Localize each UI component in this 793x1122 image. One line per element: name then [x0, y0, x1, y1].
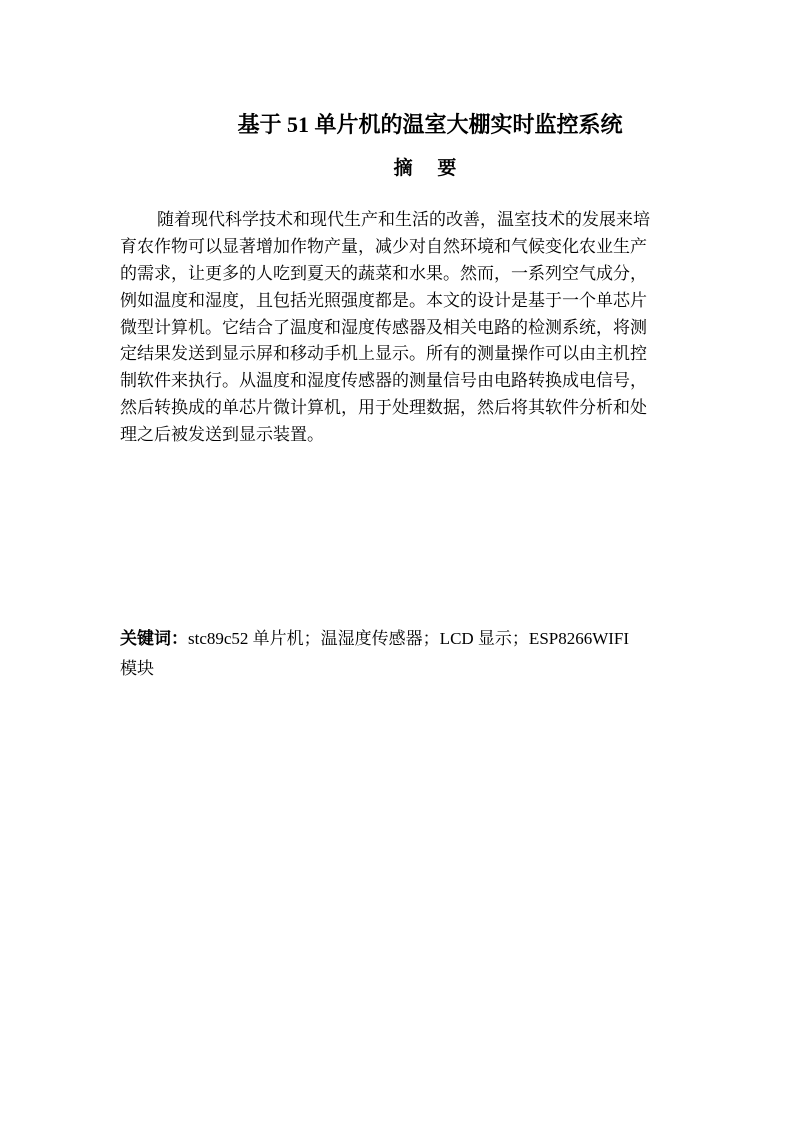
keywords-line: [120, 624, 700, 654]
abstract-line: 随着现代科学技术和现代生产和生活的改善，温室技术的发展来培: [157, 210, 650, 229]
keywords-label: 关键词：: [120, 629, 188, 648]
keywords-line: 模块: [120, 659, 154, 678]
abstract-line: 例如温度和湿度，且包括光照强度都是。本文的设计是基于一个单芯片: [120, 290, 647, 310]
abstract-line: 微型计算机。它结合了温度和湿度传感器及相关电路的检测系统，将测: [120, 317, 647, 337]
page-title: 基于 51 单片机的温室大棚实时监控系统: [237, 112, 623, 137]
abstract-line: 的需求，让更多的人吃到夏天的蔬菜和水果。然而，一系列空气成分，: [120, 263, 647, 283]
abstract-heading: 摘 要: [393, 158, 467, 179]
abstract-line: 理之后被发送到显示装置。: [120, 425, 324, 445]
abstract-line: 制软件来执行。从温度和湿度传感器的测量信号由电路转换成电信号，: [120, 371, 647, 391]
abstract-body: [120, 207, 698, 449]
abstract-line: 然后转换成的单芯片微计算机，用于处理数据，然后将其软件分析和处: [120, 398, 647, 418]
abstract-line: 育农作物可以显著增加作物产量，减少对自然环境和气候变化农业生产: [120, 236, 647, 256]
keywords-section: [120, 624, 700, 684]
abstract-line: 定结果发送到显示屏和移动手机上显示。所有的测量操作可以由主机控: [120, 344, 647, 364]
keywords-text: stc89c52 单片机；温湿度传感器；LCD 显示；ESP8266WIFI: [188, 629, 630, 648]
